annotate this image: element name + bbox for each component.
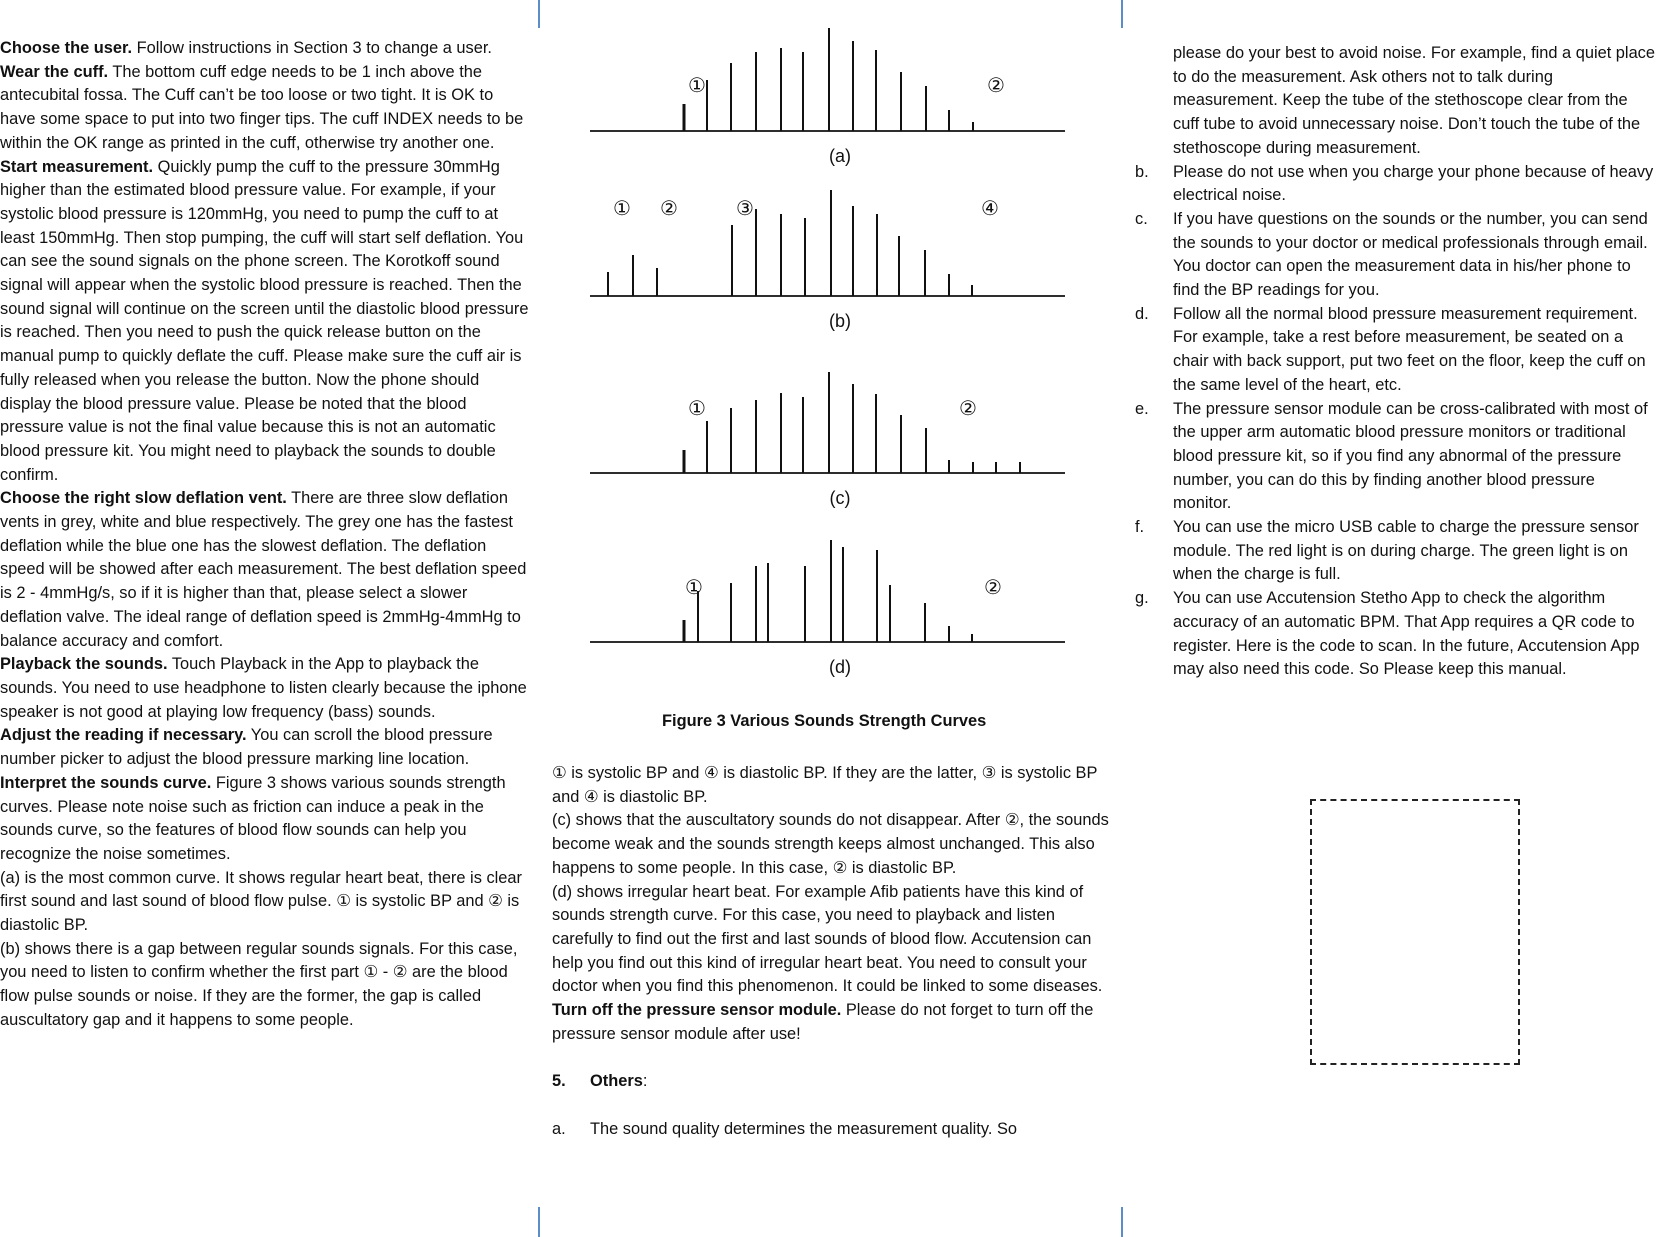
fold-line-right-bottom: [1121, 1207, 1123, 1237]
panel-2-marker: ③: [736, 196, 754, 220]
figure-caption: Figure 3 Various Sounds Strength Curves: [662, 712, 987, 730]
panel-2-marker: ④: [981, 196, 999, 220]
panel-2-label: (b): [829, 311, 851, 331]
list-item-d: d. Follow all the normal blood pressure measurement requirement. For example, take a rest before measurement, be seated on a chair with back support, put two feet on the floor, keep the cuff on the same level of the heart, etc.: [1135, 304, 1646, 394]
paragraph-interpret-curve: Interpret the sounds curve. Figure 3 shows various sounds strength curves. Please note noise such as friction can induce a peak in the sounds curve, so the features of blood flow sounds can help you recognize the noise sometimes.: [0, 773, 506, 863]
list-item-e: e. The pressure sensor module can be cross-calibrated with most of the upper arm automatic blood pressure monitors or traditional blood pressure kit, so if you find any abnormal of the pressure number, you can do this by finding another blood pressure monitor.: [1135, 399, 1648, 513]
column-left: [0, 37, 530, 1033]
paragraph-start-measurement: Start measurement. Quickly pump the cuff to the pressure 30mmHg higher than the estimated blood pressure value. For example, if your systolic blood pressure is 120mmHg, you need to pump the cuff to at least 150mmHg. Then stop pumping, the cuff will start self deflation. You can see the sound signals on the phone screen. The Korotkoff sound signal will appear when the systolic blood pressure is reached. Then the sound signal will continue on the screen until the diastolic blood pressure is reached. Then you need to push the quick release button on the manual pump to quickly deflate the cuff. Please make sure the cuff air is fully released when you release the button. Now the phone should display the blood pressure value. Please be noted that the blood pressure value is not the final value because this is not an automatic blood pressure kit. You might need to playback the sounds to double confirm.: [0, 157, 529, 484]
fold-line-left-top: [538, 0, 540, 28]
list-item-c: c. If you have questions on the sounds or the number, you can send the sounds to your doctor or medical professionals through email. You doctor can open the measurement data in his/her phone to find the BP readings for you.: [1135, 209, 1648, 300]
list-item-b: b. Please do not use when you charge your phone because of heavy electrical noise.: [1135, 162, 1654, 205]
sound-curves-svg: [590, 20, 1070, 680]
panel-1-marker: ②: [987, 73, 1005, 97]
panel-4-marker: ②: [984, 575, 1002, 599]
paragraph-curve-c: (c) shows that the auscultatory sounds do not disappear. After ②, the sounds become weak and the sounds strength keeps almost unchanged. This also happens to some people. In this case, ② is diastolic BP.: [552, 811, 1109, 877]
panel-4-marker: ①: [685, 575, 703, 599]
paragraph-curve-b: (b) shows there is a gap between regular sounds signals. For this case, you need to listen to confirm whether the first part ① - ② are the blood flow pulse sounds or noise. If they are the former, the gap is called auscultatory gap and it happens to some people.: [0, 939, 518, 1029]
panel-1-marker: ①: [688, 73, 706, 97]
paragraph-curve-a: (a) is the most common curve. It shows regular heart beat, there is clear first sound and last sound of blood flow pulse. ① is systolic BP and ② is diastolic BP.: [0, 868, 522, 935]
list-item-a-continued: please do your best to avoid noise. For example, find a quiet place to do the measurement. Ask others not to talk during measurement. Keep the tube of the stethoscope clear from the cuff tube to avoid unnecessary noise. Don’t touch the tube of the stethoscope during measurement.: [1173, 44, 1655, 157]
column-right: [1135, 42, 1655, 682]
paragraph-choose-user: Choose the user. Follow instructions in Section 3 to change a user.: [0, 39, 492, 57]
paragraph-playback: Playback the sounds. Touch Playback in the App to playback the sounds. You need to use headphone to listen clearly because the iphone speaker is not good at playing low frequency (bass) sounds.: [0, 655, 527, 721]
section-5-title: Others: [590, 1072, 643, 1091]
section-5-number: 5.: [552, 1072, 566, 1091]
section-5-heading: 5. Others:: [552, 1070, 1114, 1094]
paragraph-b-continued: ① is systolic BP and ④ is diastolic BP. If they are the latter, ③ is systolic BP and ④ is diastolic BP.: [552, 764, 1098, 806]
list-item-a: a. The sound quality determines the measurement quality. So: [552, 1119, 1017, 1138]
paragraph-curve-d: (d) shows irregular heart beat. For example Afib patients have this kind of sounds strength curve. For this case, you need to playback and listen carefully to find out the first and last sounds of blood flow. Accutension can help you find out this kind of irregular heart beat. You need to consult your doctor when you find this phenomenon. It could be linked to some diseases.: [552, 882, 1103, 996]
panel-3-marker: ①: [688, 396, 706, 420]
panel-1-label: (a): [829, 146, 851, 166]
paragraph-wear-cuff: Wear the cuff. The bottom cuff edge needs to be 1 inch above the antecubital fossa. The Cuff can’t be too loose or two tight. It is OK to have some space to put into two finger tips. The cuff INDEX needs to be within the OK range as printed in the cuff, otherwise try another one.: [0, 62, 524, 152]
paragraph-turn-off: Turn off the pressure sensor module. Please do not forget to turn off the pressure sensor module after use!: [552, 1001, 1094, 1043]
column-middle: [552, 762, 1114, 1141]
paragraph-adjust-reading: Adjust the reading if necessary. You can scroll the blood pressure number picker to adjust the blood pressure marking line location.: [0, 726, 493, 769]
others-list: [1135, 161, 1655, 682]
panel-2-marker: ①: [613, 196, 631, 220]
panel-2-marker: ②: [660, 196, 678, 220]
figure-sound-curves: [590, 20, 1070, 680]
qr-code-placeholder: [1310, 799, 1520, 1065]
panel-4-label: (d): [829, 657, 851, 677]
paragraph-deflation-vent: Choose the right slow deflation vent. There are three slow deflation vents in grey, white and blue respectively. The grey one has the fastest deflation while the blue one has the slowest deflation. The deflation speed will be showed after each measurement. The best deflation speed is 2 - 4mmHg/s, so if it is higher than that, please select a slower deflation valve. The ideal range of deflation speed is 2mmHg-4mmHg to balance accuracy and comfort.: [0, 489, 527, 650]
fold-line-right-top: [1121, 0, 1123, 28]
list-item-f: f. You can use the micro USB cable to charge the pressure sensor module. The red light is on during charge. The green light is on when the charge is full.: [1135, 518, 1639, 584]
fold-line-left-bottom: [538, 1207, 540, 1237]
panel-3-marker: ②: [959, 396, 977, 420]
list-item-g: g. You can use Accutension Stetho App to check the algorithm accuracy of an automatic BPM. That App requires a QR code to register. Here is the code to scan. In the future, Accutension App may also need this code. So Please keep this manual.: [1135, 589, 1640, 679]
panel-3-label: (c): [829, 488, 851, 508]
